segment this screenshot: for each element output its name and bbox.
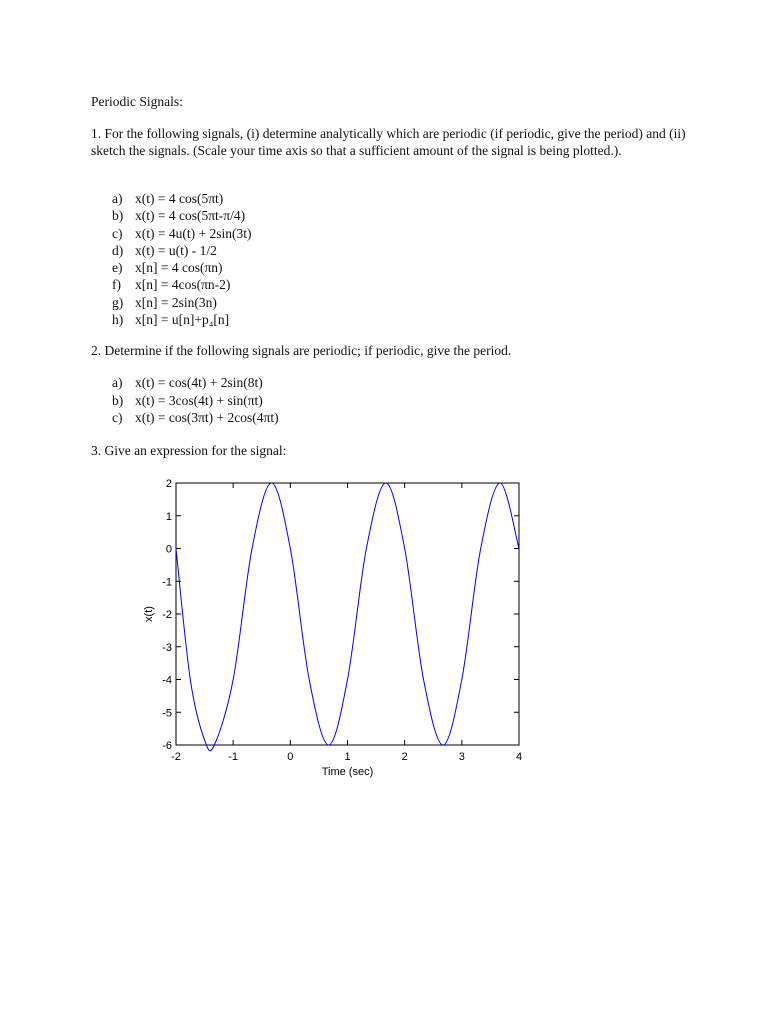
y-axis-label: x(t) bbox=[143, 606, 155, 622]
list-item bbox=[112, 276, 251, 293]
item-expression: x[n] = 4cos(πn-2) bbox=[135, 277, 231, 293]
item-letter: a) bbox=[112, 375, 123, 390]
list-item bbox=[112, 190, 251, 207]
list-item bbox=[112, 294, 251, 311]
item-letter: h) bbox=[112, 312, 124, 328]
item-letter: c) bbox=[112, 410, 123, 425]
x-tick-label: 4 bbox=[515, 751, 523, 763]
y-tick-label: -6 bbox=[162, 740, 172, 752]
x-tick-label: 0 bbox=[287, 751, 294, 763]
y-tick-label: -2 bbox=[162, 609, 172, 621]
x-tick-label: -2 bbox=[171, 751, 181, 763]
item-letter: b) bbox=[112, 392, 124, 408]
y-axis-ticks bbox=[162, 478, 519, 752]
question-2-list bbox=[112, 374, 279, 427]
item-expression: x[n] = u[n]+p₄[n] bbox=[135, 312, 230, 328]
x-tick-label: 3 bbox=[458, 751, 465, 763]
item-expression: x(t) = cos(3πt) + 2cos(4πt) bbox=[135, 410, 279, 425]
signal-plot bbox=[140, 470, 540, 790]
question-3-text: 3. Give an expression for the signal: bbox=[91, 443, 287, 458]
x-axis-label: Time (sec) bbox=[321, 766, 374, 778]
item-expression: x[n] = 2sin(3n) bbox=[135, 294, 217, 310]
question-2-text: 2. Determine if the following signals are periodic; if periodic, give the period. bbox=[91, 343, 512, 358]
list-item bbox=[112, 207, 251, 224]
item-expression: x(t) = cos(4t) + 2sin(8t) bbox=[135, 375, 263, 390]
y-tick-label: -5 bbox=[162, 707, 172, 720]
x-tick-label: 2 bbox=[401, 751, 408, 763]
item-letter: d) bbox=[112, 242, 124, 258]
list-item bbox=[112, 259, 251, 276]
item-expression: x(t) = 4 cos(5πt) bbox=[135, 191, 224, 206]
y-tick-label: -3 bbox=[162, 641, 172, 654]
item-letter: a) bbox=[112, 191, 123, 206]
y-tick-label: 0 bbox=[165, 543, 172, 556]
item-letter: c) bbox=[112, 225, 123, 241]
x-tick-label: 1 bbox=[344, 751, 351, 763]
list-item bbox=[112, 374, 279, 392]
list-item bbox=[112, 225, 251, 242]
y-tick-label: -4 bbox=[162, 674, 172, 687]
question-1-list bbox=[112, 190, 251, 328]
list-item bbox=[112, 242, 251, 259]
y-tick-label: 2 bbox=[165, 478, 172, 490]
list-item bbox=[112, 392, 279, 410]
y-tick-label: 1 bbox=[165, 510, 172, 523]
item-expression: x[n] = 4 cos(πn) bbox=[135, 260, 223, 276]
item-expression: x(t) = 4 cos(5πt-π/4) bbox=[135, 208, 246, 224]
list-item bbox=[112, 311, 251, 328]
x-tick-label: -1 bbox=[228, 751, 239, 763]
item-letter: f) bbox=[112, 277, 121, 293]
signal-curve bbox=[176, 483, 519, 751]
list-item bbox=[112, 409, 279, 427]
item-letter: b) bbox=[112, 208, 124, 224]
y-tick-label: -1 bbox=[162, 576, 172, 589]
item-expression: x(t) = 4u(t) + 2sin(3t) bbox=[135, 225, 252, 241]
heading: Periodic Signals: bbox=[91, 94, 183, 109]
item-letter: e) bbox=[112, 260, 123, 276]
item-letter: g) bbox=[112, 294, 124, 310]
item-expression: x(t) = 3cos(4t) + sin(πt) bbox=[135, 392, 263, 408]
question-1-text: 1. For the following signals, (i) determine analytically which are periodic (if periodic, give the period) and (ii) sketch the signals. (Scale your time axis so that a sufficient amount of the signal is being plotted.). bbox=[91, 126, 686, 158]
item-expression: x(t) = u(t) - 1/2 bbox=[135, 242, 217, 258]
